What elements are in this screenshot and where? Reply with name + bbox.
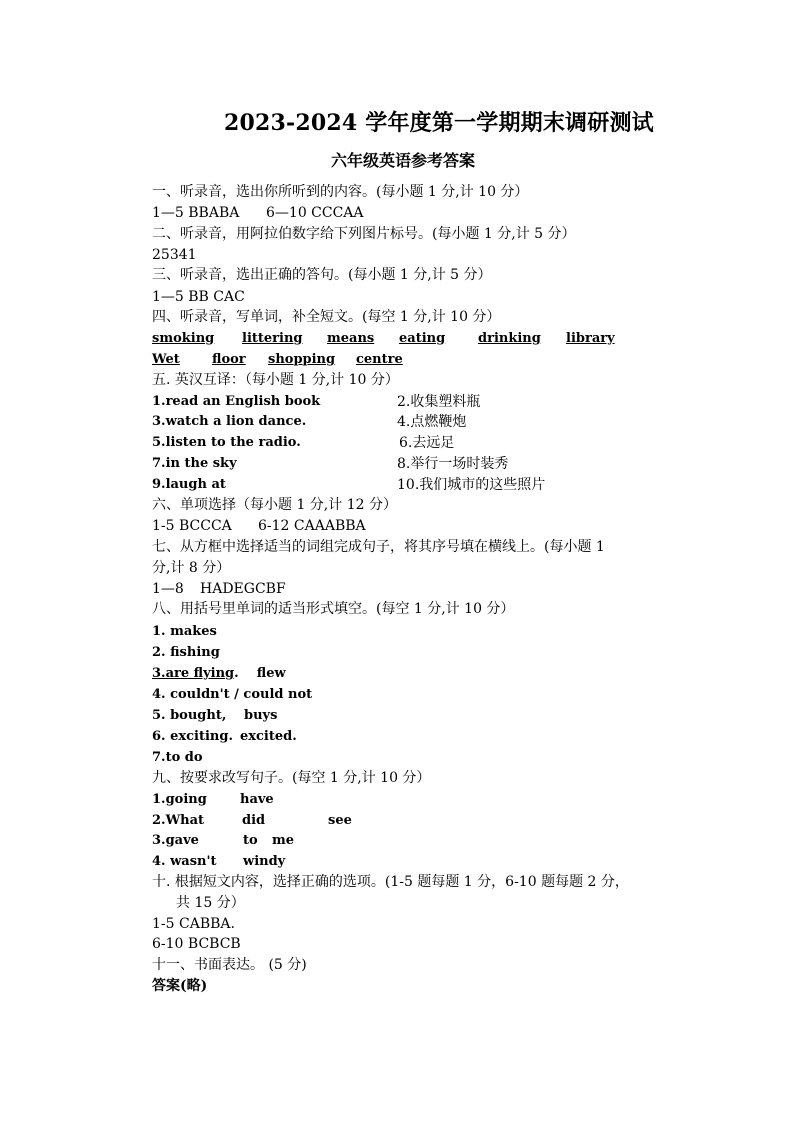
blank-word: means: [327, 331, 375, 346]
page-title: 2023-2024 学年度第一学期期末调研测试: [224, 110, 654, 136]
answer-word: did: [242, 813, 266, 828]
blank-word: centre: [356, 352, 403, 367]
section-3-answer: 1—5 BB CAC: [152, 289, 245, 305]
section-6-heading: 六、单项选择（每小题 1 分,计 12 分）: [152, 497, 397, 513]
section-2-heading: 二、听录音，用阿拉伯数字给下列图片标号。(每小题 1 分,计 5 分）: [152, 226, 576, 242]
section-5-heading: 五. 英汉互译：（每小题 1 分,计 10 分）: [152, 372, 399, 388]
answer-line: 3.are flying. flew: [152, 666, 286, 681]
translation-item: 4.点燃鞭炮: [397, 414, 467, 430]
blank-word: littering: [242, 331, 303, 346]
translation-item: 10.我们城市的这些照片: [397, 477, 546, 493]
answer-line: 7.to do: [152, 750, 203, 765]
answer-line: 1. makes: [152, 624, 217, 639]
answer-word: windy: [243, 854, 286, 869]
answer-word: 4. wasn't: [152, 854, 217, 869]
section-7-answer-b: HADEGCBF: [200, 581, 286, 597]
blank-word: drinking: [478, 331, 541, 346]
section-4-heading: 四、听录音，写单词，补全短文。(每空 1 分,计 10 分）: [152, 309, 501, 325]
section-9-heading: 九、按要求改写句子。(每空 1 分,计 10 分）: [152, 770, 431, 786]
translation-item: 9.laugh at: [152, 477, 226, 492]
section-7-answer-a: 1—8: [152, 581, 184, 597]
section-6-answer-b: 6-12 CAAABBA: [258, 518, 366, 534]
section-1-heading: 一、听录音，选出你所听到的内容。(每小题 1 分,计 10 分）: [152, 184, 529, 200]
answer-word: me: [272, 833, 295, 848]
section-7-heading-cont: 分,计 8 分）: [152, 560, 231, 576]
section-1-answer-a: 1—5 BBABA: [152, 205, 240, 221]
blank-word: smoking: [152, 331, 215, 346]
section-2-answer: 25341: [152, 247, 197, 263]
section-11-answer: 答案(略): [152, 978, 208, 994]
blank-word: Wet: [152, 352, 180, 367]
section-8-heading: 八、用括号里单词的适当形式填空。(每空 1 分,计 10 分）: [152, 601, 515, 617]
section-6-answer-a: 1-5 BCCCA: [152, 518, 232, 534]
section-10-answer-b: 6-10 BCBCB: [152, 936, 241, 952]
answer-word: have: [240, 792, 274, 807]
section-10-heading: 十. 根据短文内容，选择正确的选项。(1-5 题每题 1 分，6-10 题每题 2 分，: [152, 874, 629, 890]
translation-item: 5.listen to the radio.: [152, 435, 301, 450]
blank-word: eating: [399, 331, 446, 346]
section-3-heading: 三、听录音，选出正确的答句。(每小题 1 分,计 5 分）: [152, 267, 492, 283]
translation-item: 6.去远足: [399, 435, 455, 451]
translation-item: 7.in the sky: [152, 456, 237, 471]
answer-line: 2. fishing: [152, 645, 220, 660]
answer-line: 5. bought,: [152, 708, 227, 723]
answer-word: 2.What: [152, 813, 205, 828]
blank-word: library: [566, 331, 615, 346]
answer-line: excited.: [240, 729, 297, 744]
answer-line: 4. couldn't / could not: [152, 687, 313, 702]
answer-word: to: [243, 833, 258, 848]
answer-line: 6. exciting.: [152, 729, 233, 744]
section-10-answer-a: 1-5 CABBA.: [152, 916, 235, 932]
blank-word: shopping: [268, 352, 336, 367]
translation-item: 2.收集塑料瓶: [397, 394, 481, 410]
section-11-heading: 十一、书面表达。 (5 分): [152, 957, 307, 973]
translation-item: 8.举行一场时装秀: [397, 456, 509, 472]
section-1-answer-b: 6—10 CCCAA: [266, 205, 364, 221]
section-10-heading-cont: 共 15 分）: [176, 895, 245, 911]
page-subtitle: 六年级英语参考答案: [331, 151, 476, 170]
section-7-heading: 七、从方框中选择适当的词组完成句子，将其序号填在横线上。(每小题 1: [152, 539, 605, 555]
answer-word: 1.going: [152, 792, 207, 807]
translation-item: 1.read an English book: [152, 394, 321, 409]
answer-line: buys: [244, 708, 278, 723]
answer-word: 3.gave: [152, 833, 199, 848]
answer-word: see: [328, 813, 352, 828]
blank-word: floor: [212, 352, 246, 367]
translation-item: 3.watch a lion dance.: [152, 414, 307, 429]
